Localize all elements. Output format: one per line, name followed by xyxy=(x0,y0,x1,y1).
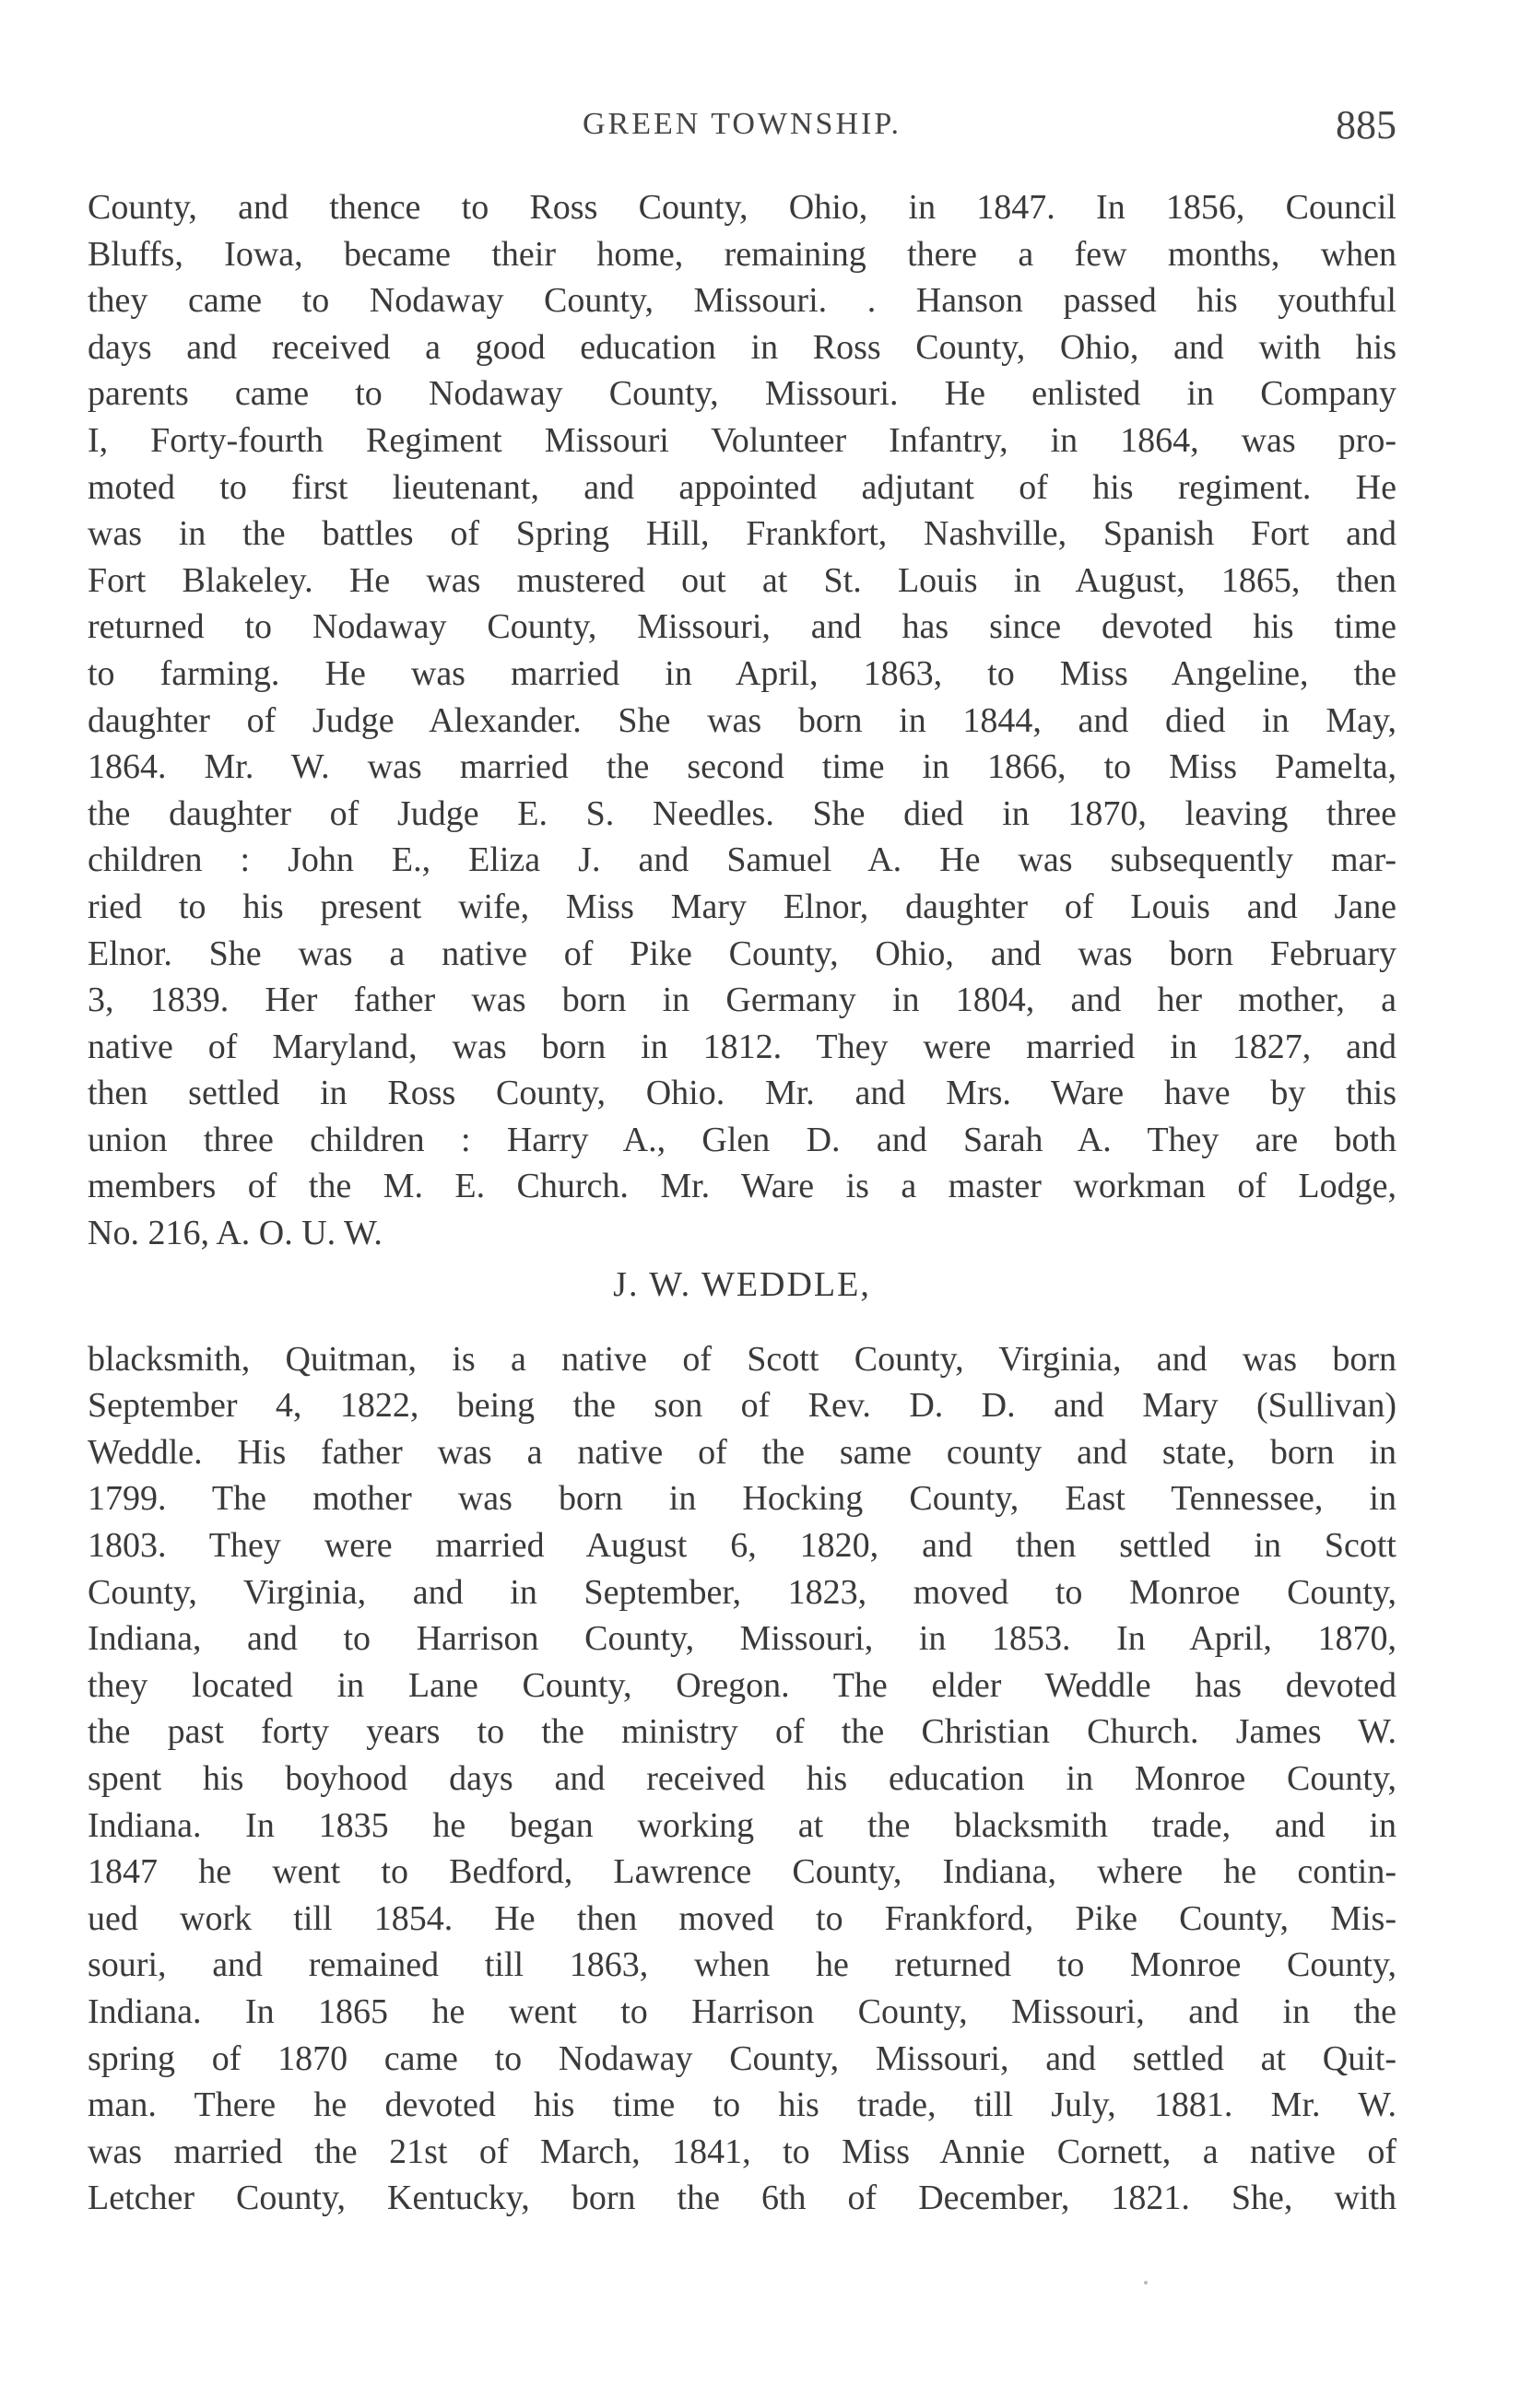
text-line: they located in Lane County, Oregon. The elder Weddle has devoted xyxy=(88,1665,1396,1705)
text-line: children : John E., Eliza J. and Samuel A. He was subsequently mar- xyxy=(88,840,1396,880)
ink-speck xyxy=(1144,2281,1148,2285)
text-line: 1799. The mother was born in Hocking County, East Tennessee, in xyxy=(88,1479,1396,1519)
text-line: moted to first lieutenant, and appointed adjutant of his regiment. He xyxy=(88,467,1396,507)
text-line: Elnor. She was a native of Pike County, Ohio, and was born February xyxy=(88,934,1396,973)
text-line: was married the 21st of March, 1841, to Miss Annie Cornett, a native of xyxy=(88,2132,1396,2171)
running-head xyxy=(88,101,1396,147)
text-line: to farming. He was married in April, 1863, to Miss Angeline, the xyxy=(88,653,1396,693)
text-line: spent his boyhood days and received his education in Monroe County, xyxy=(88,1759,1396,1798)
text-line: parents came to Nodaway County, Missouri. He enlisted in Company xyxy=(88,374,1396,414)
text-line: Indiana, and to Harrison County, Missouri, in 1853. In April, 1870, xyxy=(88,1619,1396,1659)
text-line: ued work till 1854. He then moved to Frankford, Pike County, Mis- xyxy=(88,1898,1396,1938)
text-line: I, Forty-fourth Regiment Missouri Volunteer Infantry, in 1864, was pro- xyxy=(88,420,1396,460)
text-line: ried to his present wife, Miss Mary Elnor, daughter of Louis and Jane xyxy=(88,887,1396,926)
text-line: blacksmith, Quitman, is a native of Scott County, Virginia, and was born xyxy=(88,1339,1396,1379)
text-line: September 4, 1822, being the son of Rev. D. D. and Mary (Sullivan) xyxy=(88,1386,1396,1426)
paragraph-weddle-biography xyxy=(88,1336,1396,2222)
text-line: souri, and remained till 1863, when he returned to Monroe County, xyxy=(88,1945,1396,1985)
text-line: Indiana. In 1835 he began working at the blacksmith trade, and in xyxy=(88,1805,1396,1845)
text-line: Bluffs, Iowa, became their home, remaining there a few months, when xyxy=(88,234,1396,274)
text-line: the daughter of Judge E. S. Needles. She died in 1870, leaving three xyxy=(88,793,1396,833)
text-line: Letcher County, Kentucky, born the 6th of December, 1821. She, with xyxy=(88,2179,1396,2218)
section-heading-weddle: J. W. WEDDLE, xyxy=(613,1264,871,1304)
page-number: 885 xyxy=(1336,102,1396,147)
text-line: 1864. Mr. W. was married the second time in 1866, to Miss Pamelta, xyxy=(88,747,1396,787)
text-line: days and received a good education in Ross County, Ohio, and with his xyxy=(88,327,1396,367)
text-line: Fort Blakeley. He was mustered out at St. Louis in August, 1865, then xyxy=(88,560,1396,600)
text-line: spring of 1870 came to Nodaway County, Missouri, and settled at Quit- xyxy=(88,2038,1396,2078)
text-line: they came to Nodaway County, Missouri. . Hanson passed his youthful xyxy=(88,281,1396,321)
text-line: the past forty years to the ministry of the Christian Church. James W. xyxy=(88,1712,1396,1752)
text-line: Indiana. In 1865 he went to Harrison County, Missouri, and in the xyxy=(88,1991,1396,2031)
text-line: native of Maryland, was born in 1812. They were married in 1827, and xyxy=(88,1027,1396,1066)
text-line: daughter of Judge Alexander. She was born in 1844, and died in May, xyxy=(88,700,1396,740)
paragraph-ware-biography xyxy=(88,184,1396,1257)
text-line: No. 216, A. O. U. W. xyxy=(88,1214,383,1253)
text-line: man. There he devoted his time to his trade, till July, 1881. Mr. W. xyxy=(88,2085,1396,2125)
text-line: 1847 he went to Bedford, Lawrence County, Indiana, where he contin- xyxy=(88,1852,1396,1892)
running-title: GREEN TOWNSHIP. xyxy=(583,107,902,141)
body-text xyxy=(88,184,1396,2222)
text-line: 3, 1839. Her father was born in Germany in 1804, and her mother, a xyxy=(88,981,1396,1020)
text-line: members of the M. E. Church. Mr. Ware is a master workman of Lodge, xyxy=(88,1167,1396,1206)
text-line: County, and thence to Ross County, Ohio, in 1847. In 1856, Council xyxy=(88,188,1396,227)
text-line: County, Virginia, and in September, 1823, moved to Monroe County, xyxy=(88,1572,1396,1612)
text-line: 1803. They were married August 6, 1820, and then settled in Scott xyxy=(88,1526,1396,1566)
text-line: union three children : Harry A., Glen D. and Sarah A. They are both xyxy=(88,1120,1396,1159)
text-line: returned to Nodaway County, Missouri, and has since devoted his time xyxy=(88,607,1396,647)
text-line: Weddle. His father was a native of the same county and state, born in xyxy=(88,1432,1396,1472)
text-line: then settled in Ross County, Ohio. Mr. and Mrs. Ware have by this xyxy=(88,1074,1396,1113)
text-line: was in the battles of Spring Hill, Frankfort, Nashville, Spanish Fort and xyxy=(88,514,1396,554)
